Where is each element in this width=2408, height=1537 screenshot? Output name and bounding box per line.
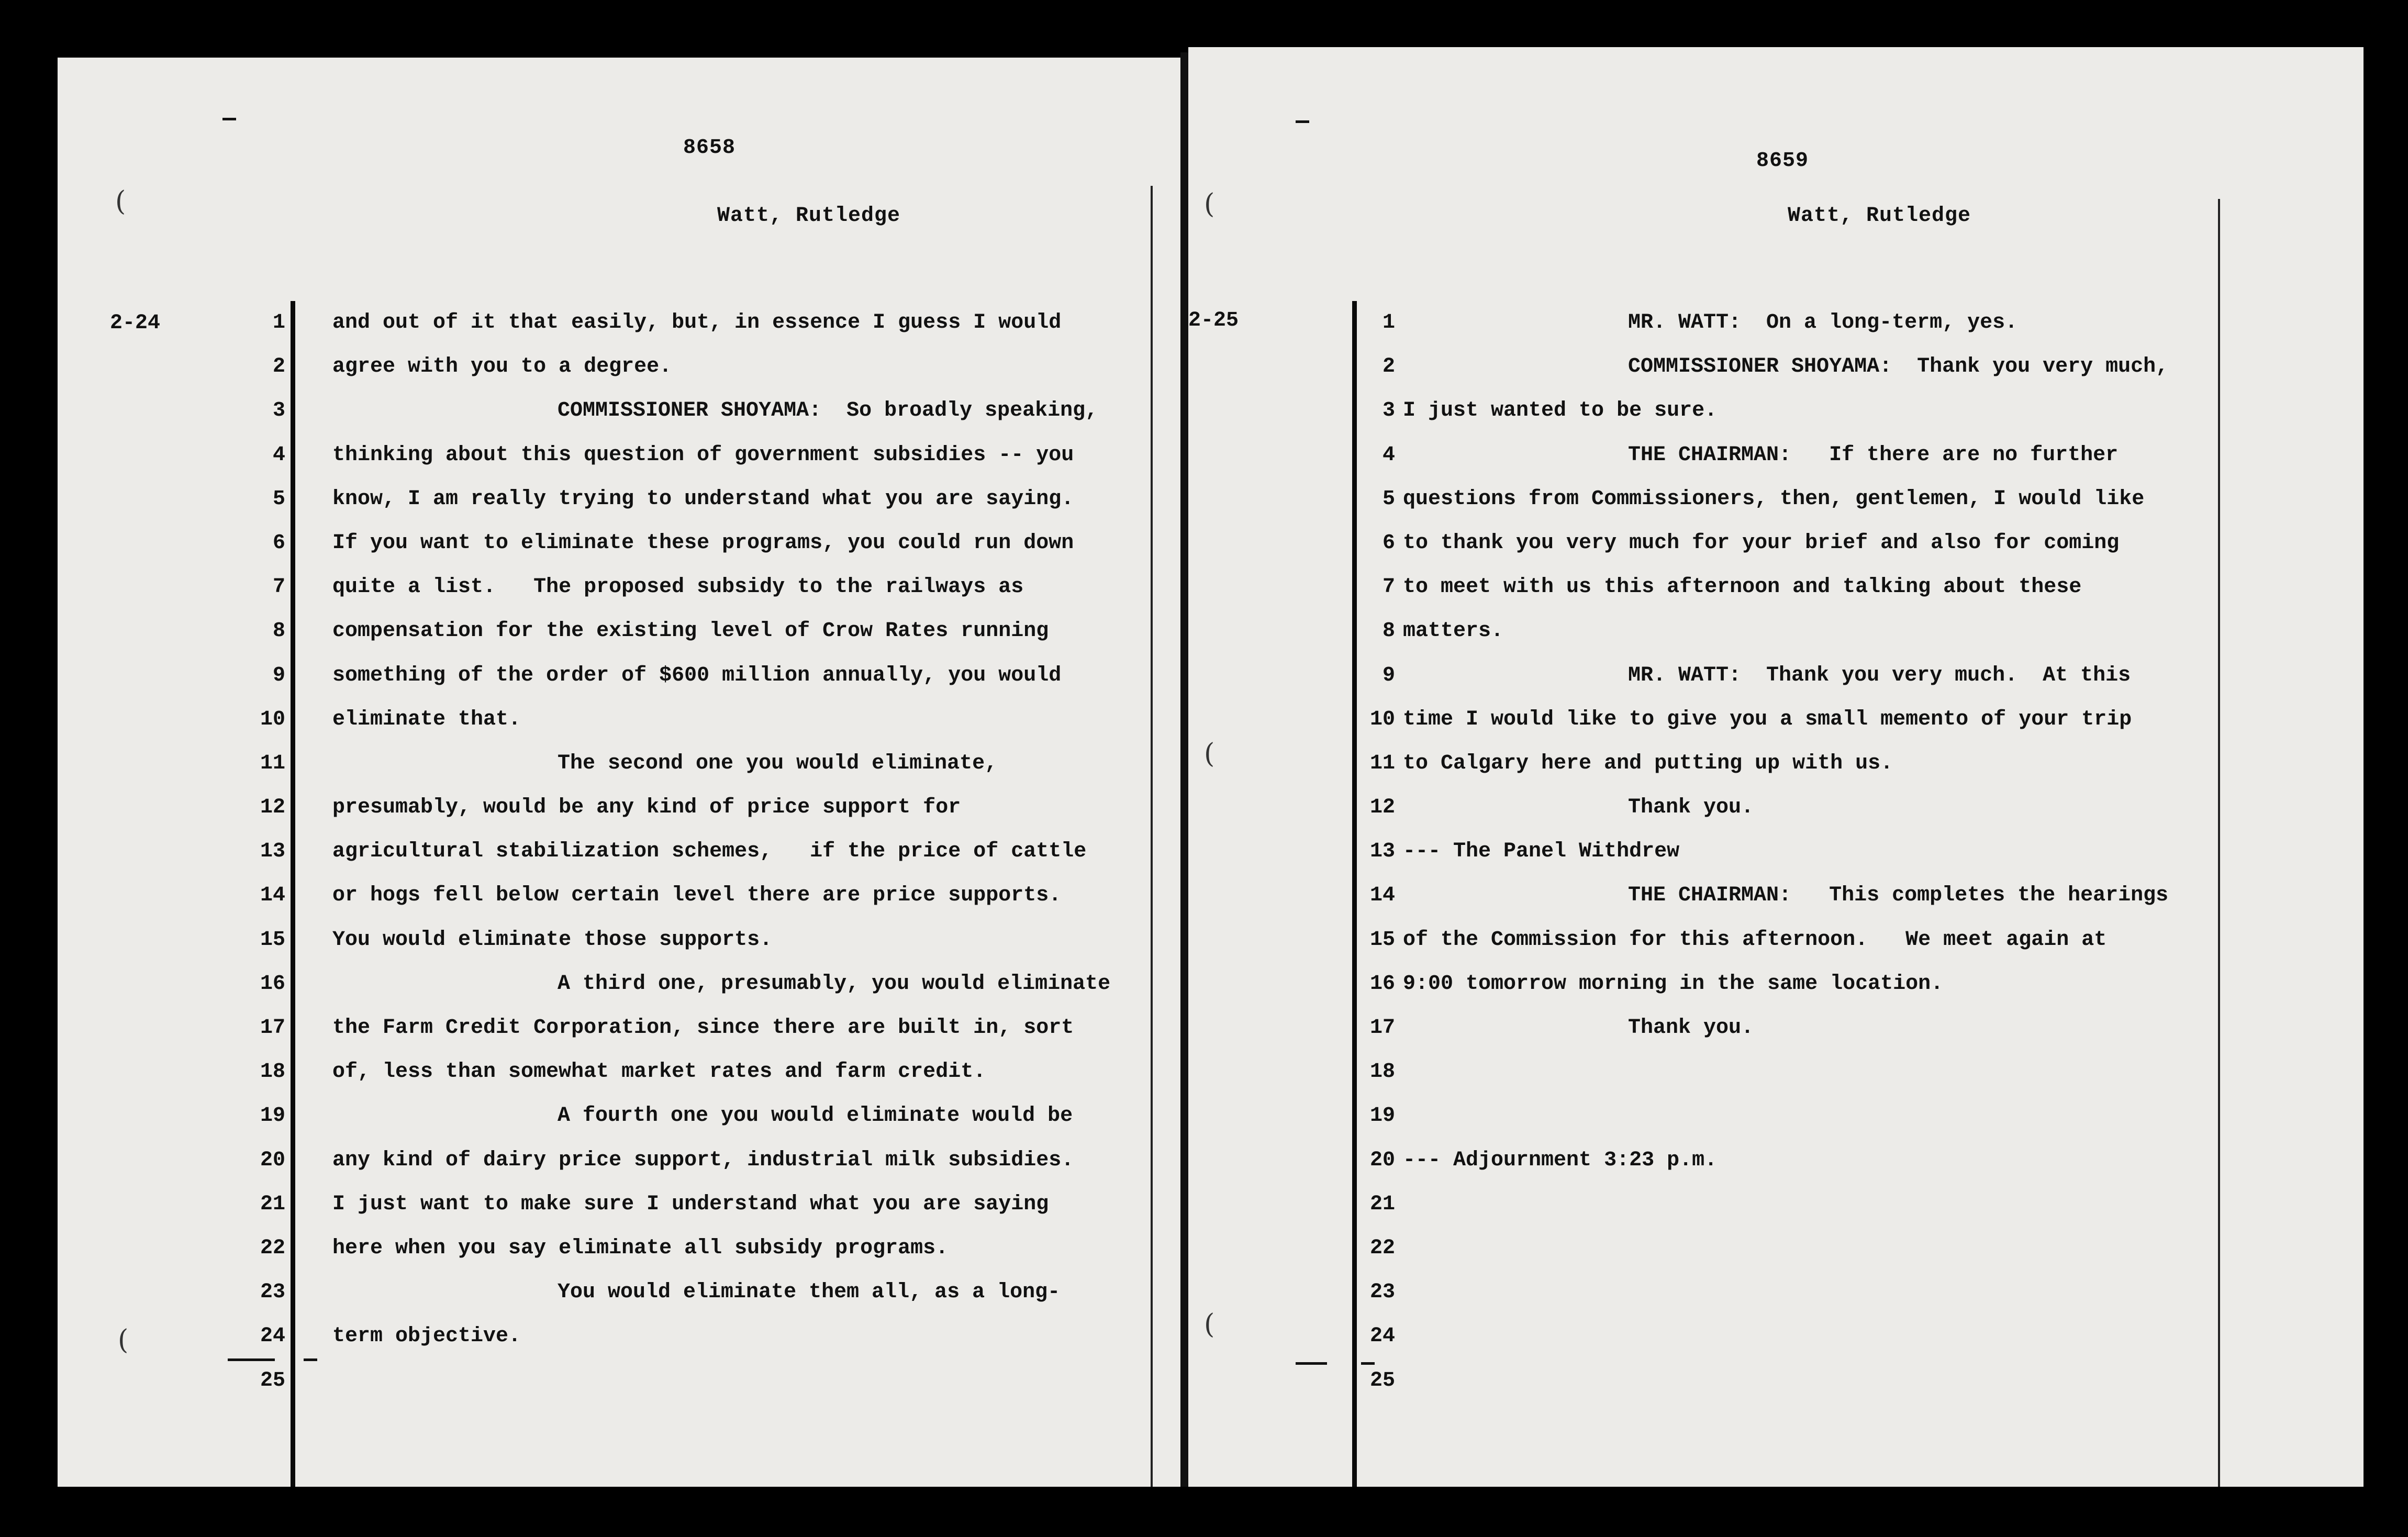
- line-number: 3: [272, 399, 285, 423]
- line-number: 6: [272, 531, 285, 555]
- transcript-line: If you want to eliminate these programs, you could run down: [332, 531, 1074, 555]
- line-number: 1: [272, 311, 285, 335]
- transcript-line: [1403, 1183, 2220, 1227]
- punch-mark: (: [118, 1324, 129, 1356]
- transcript-line: thinking about this question of government subsidies -- you: [332, 443, 1074, 467]
- punch-mark: (: [1204, 738, 1215, 770]
- line-number: 25: [1369, 1368, 1395, 1393]
- punch-mark: (: [1204, 188, 1215, 220]
- line-number: 4: [272, 443, 285, 467]
- corner-mark: [222, 118, 236, 120]
- transcript-line: here when you say eliminate all subsidy programs.: [332, 1236, 949, 1260]
- transcript-line: Thank you.: [1628, 1016, 1754, 1040]
- transcript-line: questions from Commissioners, then, gentlemen, I would like: [1403, 487, 2145, 511]
- transcript-line: of, less than somewhat market rates and farm credit.: [332, 1060, 986, 1084]
- line-number: 18: [1369, 1060, 1395, 1084]
- transcript-line: THE CHAIRMAN: If there are no further: [1628, 443, 2119, 467]
- transcript-line: to thank you very much for your brief and also for coming: [1403, 531, 2120, 555]
- line-number: 17: [1369, 1016, 1395, 1040]
- transcript-line: presumably, would be any kind of price support for: [332, 796, 961, 820]
- line-number: 1: [1382, 311, 1395, 335]
- line-number: 19: [260, 1104, 285, 1128]
- line-number: 10: [260, 707, 285, 731]
- line-number: 12: [1369, 796, 1395, 820]
- transcript-line: You would eliminate them all, as a long-: [558, 1280, 1061, 1305]
- line-number: 23: [1369, 1280, 1395, 1305]
- line-number: 7: [1382, 575, 1395, 599]
- line-number: 13: [1369, 840, 1395, 864]
- transcript-line: I just want to make sure I understand what you are saying: [332, 1192, 1049, 1216]
- transcript-line: [1403, 1271, 2220, 1315]
- line-25-tick: [228, 1358, 275, 1361]
- left-page: [58, 58, 1186, 1487]
- transcript-line: quite a list. The proposed subsidy to the railways as: [332, 575, 1024, 599]
- line-number: 8: [1382, 619, 1395, 643]
- corner-mark: [1296, 120, 1309, 123]
- line-number: 8: [272, 619, 285, 643]
- transcript-line: the Farm Credit Corporation, since there are built in, sort: [332, 1016, 1074, 1040]
- line-number: 5: [272, 487, 285, 511]
- transcript-text: [1403, 301, 2220, 1403]
- transcript-line: matters.: [1403, 619, 1504, 643]
- transcript-line: I just wanted to be sure.: [1403, 399, 1718, 423]
- page-header: Watt, Rutledge: [1788, 204, 1971, 228]
- transcript-line: Thank you.: [1628, 796, 1754, 820]
- transcript-line: eliminate that.: [332, 707, 521, 731]
- transcript-line: to meet with us this afternoon and talking about these: [1403, 575, 2082, 599]
- line-number: 14: [260, 884, 285, 908]
- line-number: 20: [260, 1148, 285, 1172]
- punch-mark: (: [1204, 1309, 1215, 1340]
- transcript-line: [1403, 1359, 2220, 1403]
- line-number: 18: [260, 1060, 285, 1084]
- transcript-line: time I would like to give you a small memento of your trip: [1403, 707, 2132, 731]
- left-margin-rule: [1352, 301, 1357, 1487]
- transcript-line: 9:00 tomorrow morning in the same location.: [1403, 972, 1944, 996]
- line-number: 11: [260, 751, 285, 775]
- line-25-tick-right: [1361, 1362, 1375, 1365]
- line-number: 17: [260, 1016, 285, 1040]
- line-number: 3: [1382, 399, 1395, 423]
- line-number: 7: [272, 575, 285, 599]
- line-number: 14: [1369, 884, 1395, 908]
- transcript-line: [1403, 1050, 2220, 1094]
- transcript-line: compensation for the existing level of Crow Rates running: [332, 619, 1049, 643]
- transcript-line: [332, 1359, 1149, 1403]
- transcript-line: any kind of dairy price support, industrial milk subsidies.: [332, 1148, 1074, 1172]
- line-number: 15: [1369, 928, 1395, 952]
- line-number: 2: [272, 355, 285, 379]
- line-number: 6: [1382, 531, 1395, 555]
- transcript-line: or hogs fell below certain level there are price supports.: [332, 884, 1062, 908]
- line-number: 23: [260, 1280, 285, 1305]
- transcript-line: [1403, 1227, 2220, 1271]
- transcript-line: term objective.: [332, 1324, 521, 1349]
- transcript-line: agricultural stabilization schemes, if the price of cattle: [332, 840, 1087, 864]
- punch-mark: (: [115, 186, 126, 217]
- line-number: 12: [260, 796, 285, 820]
- transcript-line: to Calgary here and putting up with us.: [1403, 751, 1893, 775]
- transcript-line: COMMISSIONER SHOYAMA: Thank you very much,: [1628, 355, 2169, 379]
- line-number: 9: [272, 663, 285, 687]
- line-25-tick-right: [304, 1358, 317, 1361]
- line-number: 22: [1369, 1236, 1395, 1260]
- line-number: 2: [1382, 355, 1395, 379]
- page-number: 8658: [683, 136, 736, 160]
- transcript-line: MR. WATT: Thank you very much. At this: [1628, 663, 2131, 687]
- transcript-line: A third one, presumably, you would eliminate: [558, 972, 1111, 996]
- line-number: 13: [260, 840, 285, 864]
- transcript-line: --- The Panel Withdrew: [1403, 840, 1680, 864]
- transcript-line: MR. WATT: On a long-term, yes.: [1628, 311, 2018, 335]
- line-numbers: [1353, 301, 1395, 1403]
- line-number: 20: [1369, 1148, 1395, 1172]
- transcript-line: agree with you to a degree.: [332, 355, 672, 379]
- line-number: 21: [1369, 1192, 1395, 1216]
- line-number: 19: [1369, 1104, 1395, 1128]
- line-numbers: [243, 301, 285, 1403]
- line-number: 15: [260, 928, 285, 952]
- margin-reference: 2-25: [1188, 309, 1239, 332]
- line-number: 24: [260, 1324, 285, 1349]
- line-number: 16: [1369, 972, 1395, 996]
- transcript-line: You would eliminate those supports.: [332, 928, 773, 952]
- line-number: 10: [1369, 707, 1395, 731]
- page-number: 8659: [1756, 149, 1809, 173]
- line-number: 21: [260, 1192, 285, 1216]
- transcript-line: A fourth one you would eliminate would be: [558, 1104, 1073, 1128]
- page-header: Watt, Rutledge: [717, 204, 901, 228]
- line-number: 24: [1369, 1324, 1395, 1349]
- line-25-tick: [1296, 1362, 1327, 1365]
- line-number: 11: [1369, 751, 1395, 775]
- transcript-line: something of the order of $600 million annually, you would: [332, 663, 1062, 687]
- line-number: 25: [260, 1368, 285, 1393]
- margin-reference: 2-24: [110, 311, 161, 335]
- transcript-line: of the Commission for this afternoon. We meet again at: [1403, 928, 2107, 952]
- line-number: 4: [1382, 443, 1395, 467]
- transcript-line: The second one you would eliminate,: [558, 751, 998, 775]
- transcript-line: THE CHAIRMAN: This completes the hearings: [1628, 884, 2169, 908]
- right-margin-rule: [1151, 186, 1153, 1487]
- transcript-line: COMMISSIONER SHOYAMA: So broadly speaking,: [558, 399, 1098, 423]
- transcript-line: [1403, 1315, 2220, 1358]
- line-number: 22: [260, 1236, 285, 1260]
- transcript-line: and out of it that easily, but, in essence I guess I would: [332, 311, 1062, 335]
- left-margin-rule: [291, 301, 295, 1487]
- transcript-line: --- Adjournment 3:23 p.m.: [1403, 1148, 1718, 1172]
- transcript-line: [1403, 1094, 2220, 1138]
- transcript-line: know, I am really trying to understand what you are saying.: [332, 487, 1074, 511]
- line-number: 5: [1382, 487, 1395, 511]
- line-number: 16: [260, 972, 285, 996]
- line-number: 9: [1382, 663, 1395, 687]
- transcript-text: [332, 301, 1149, 1403]
- right-page: [1188, 47, 2364, 1487]
